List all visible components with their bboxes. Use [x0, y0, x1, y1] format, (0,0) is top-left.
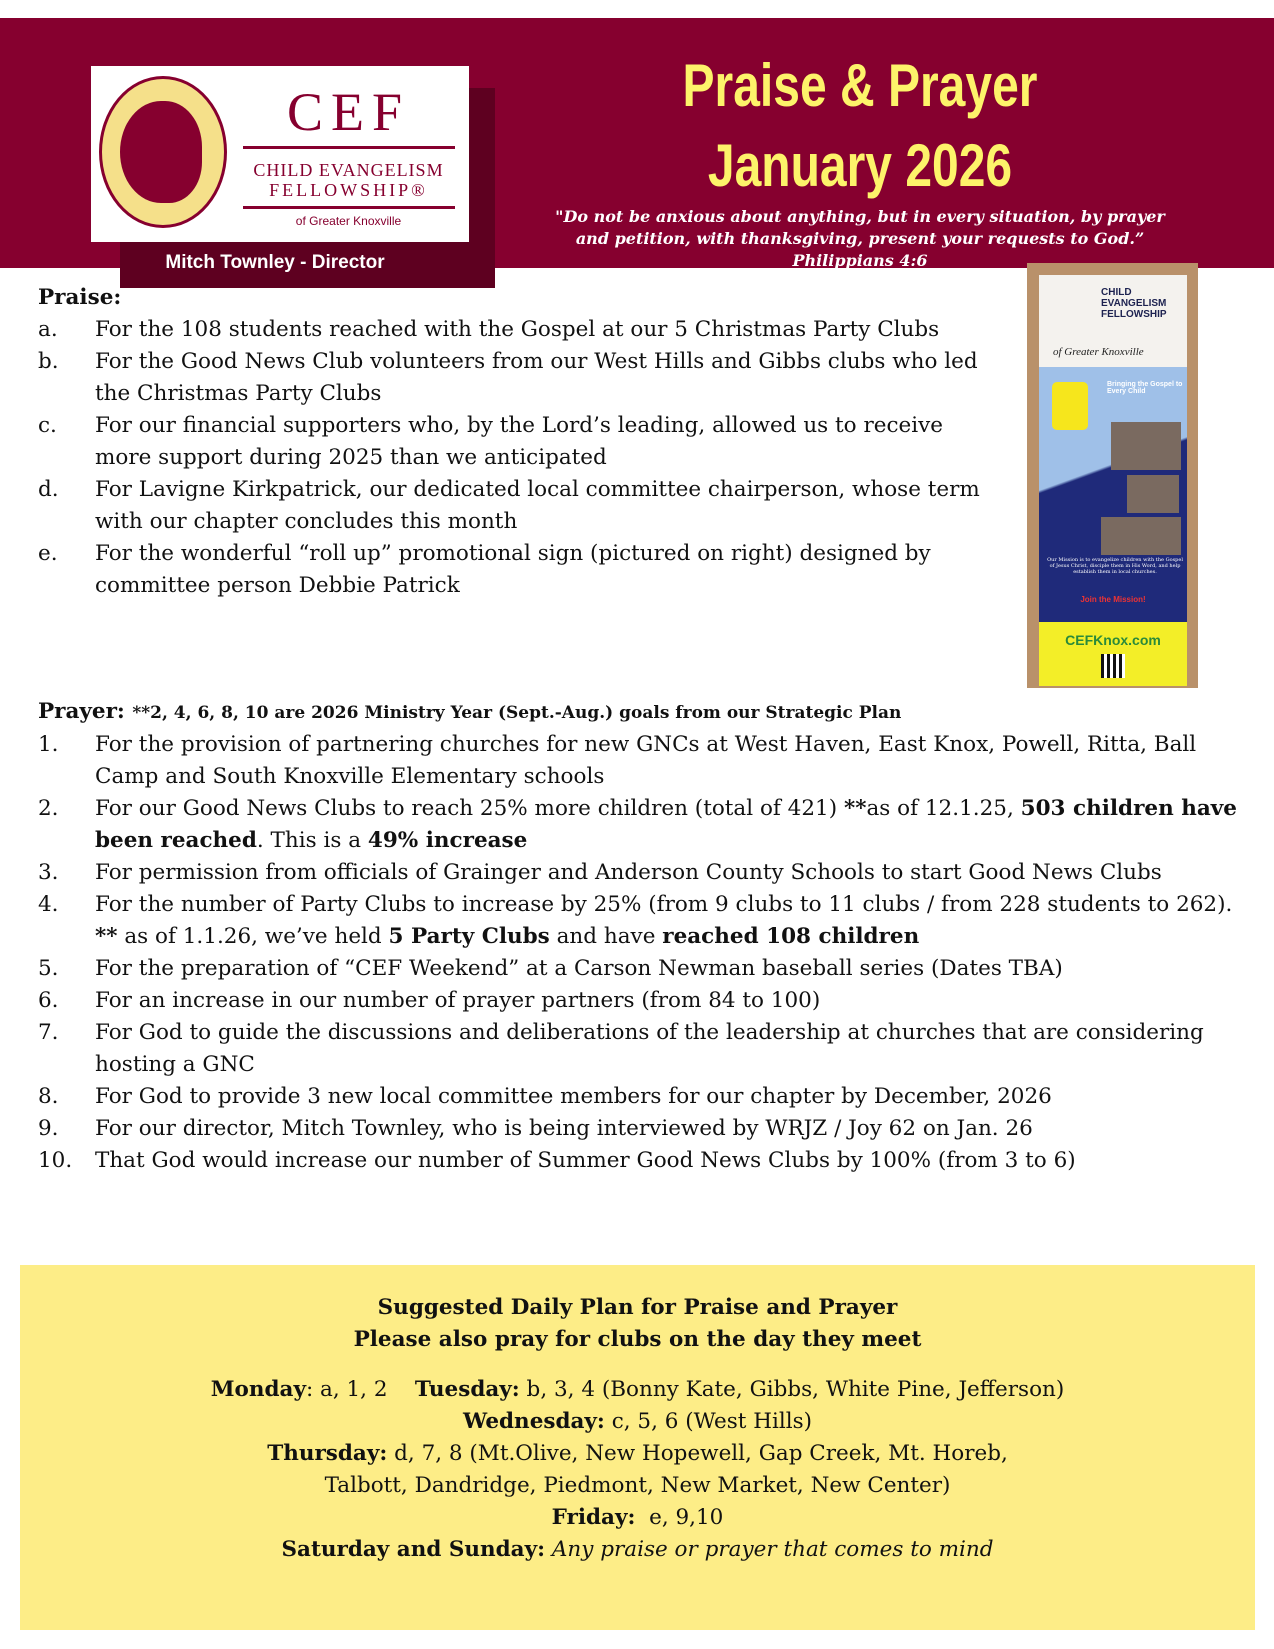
cef-logo — [91, 66, 469, 242]
header-band — [0, 18, 1274, 273]
text: For the 108 students reached with the Gospel at our 5 Christmas Party Clubs — [95, 317, 940, 342]
text: . This is a — [256, 828, 368, 853]
text: as of 1.1.26, we’ve held — [117, 924, 389, 949]
item-marker: 3. — [38, 860, 59, 885]
text: For our Good News Clubs to reach 25% more children (total of 421) — [95, 796, 844, 821]
text: For permission from officials of Grainger and Anderson County Schools to start Good News Clubs — [95, 860, 1162, 885]
item-text — [95, 410, 998, 474]
text: For the provision of partnering churches for new GNCs at West Haven, East Knox, Powell, Ritta, Ball Camp and South Knoxville Elementary schools — [95, 732, 1197, 789]
list-item — [38, 1081, 1248, 1113]
item-marker: 9. — [38, 1116, 59, 1141]
page-title: Praise & Prayer January 2026 — [682, 52, 1038, 199]
item-text — [95, 474, 998, 538]
list-item — [38, 1017, 1248, 1081]
item-text — [95, 1017, 1248, 1081]
list-item — [38, 346, 998, 410]
list-item — [38, 953, 1248, 985]
child-silhouette-icon — [99, 76, 227, 228]
list-item — [38, 857, 1248, 889]
item-marker: b. — [38, 349, 59, 374]
list-item — [38, 314, 998, 346]
item-text — [95, 729, 1248, 793]
item-marker: 1. — [38, 732, 59, 757]
item-text — [95, 793, 1248, 857]
item-marker: 5. — [38, 956, 59, 981]
prayer-heading: Prayer: **2, 4, 6, 8, 10 are 2026 Ministry Year (Sept.-Aug.) goals from our Strategic Plan — [38, 699, 902, 724]
item-text — [95, 1081, 1248, 1113]
item-text — [95, 857, 1248, 889]
logo-cef: CEF — [286, 82, 411, 142]
qr-code-icon — [1101, 654, 1125, 678]
item-marker: a. — [38, 317, 58, 342]
praise-heading: Praise: — [38, 285, 122, 310]
list-item — [38, 729, 1248, 793]
good-news-club-icon — [1052, 382, 1088, 430]
list-item — [38, 793, 1248, 857]
text: For the number of Party Clubs to increase by 25% (from 9 clubs to 11 clubs / from 228 students to 262). — [95, 892, 1233, 917]
item-marker: e. — [38, 541, 58, 566]
director-name: Mitch Townley - Director — [165, 252, 385, 273]
bold-text: ** — [843, 796, 867, 821]
item-marker: 4. — [38, 892, 59, 917]
item-marker: 10. — [38, 1148, 73, 1173]
item-text — [95, 1113, 1248, 1145]
list-item — [38, 474, 998, 538]
item-marker: 8. — [38, 1084, 59, 1109]
bold-text: 503 children have been reached — [95, 796, 1237, 853]
text: and have — [549, 924, 663, 949]
text: as of 12.1.25, — [866, 796, 1021, 821]
bold-text: 49% increase — [367, 828, 528, 853]
item-text — [95, 985, 1248, 1017]
list-item — [38, 985, 1248, 1017]
item-marker: d. — [38, 477, 59, 502]
plan-heading: Suggested Daily Plan for Praise and Prayer — [377, 1295, 898, 1320]
logo-org-sub: of Greater Knoxville — [295, 214, 402, 228]
text: That God would increase our number of Summer Good News Clubs by 100% (from 3 to 6) — [95, 1148, 1076, 1173]
item-text — [95, 538, 998, 602]
list-item — [38, 1145, 1248, 1177]
bold-text: 5 Party Clubs — [388, 924, 550, 949]
text: For the wonderful “roll up” promotional sign (pictured on right) designed by committee person Debbie Patrick — [95, 541, 931, 598]
item-text — [95, 346, 998, 410]
list-item — [38, 1113, 1248, 1145]
rollup-sign-photo: CHILD EVANGELISM FELLOWSHIP of Greater Knoxville Bringing the Gospel to Every Child Our Mission is to evangelize children with the Gospel of Jesus Christ, disciple them in His Word, and help establish them in local churches. Join the Mission! CEFKnox.com — [1027, 263, 1198, 688]
item-marker: 6. — [38, 988, 59, 1013]
text: For our director, Mitch Townley, who is being interviewed by WRJZ / Joy 62 on Jan. 26 — [95, 1116, 1033, 1141]
list-item — [38, 410, 998, 474]
text: For Lavigne Kirkpatrick, our dedicated local committee chairperson, whose term with our chapter concludes this month — [95, 477, 980, 534]
praise-section — [38, 282, 998, 602]
text: For the preparation of “CEF Weekend” at a Carson Newman baseball series (Dates TBA) — [95, 956, 1063, 981]
text: For an increase in our number of prayer partners (from 84 to 100) — [95, 988, 821, 1013]
bold-text: ** — [95, 924, 118, 949]
text: For our financial supporters who, by the Lord’s leading, allowed us to receive more support during 2025 than we anticipated — [95, 413, 943, 470]
item-text — [95, 889, 1248, 953]
text: For God to guide the discussions and deliberations of the leadership at churches that are considering hosting a GNC — [95, 1020, 1204, 1077]
text: For God to provide 3 new local committee members for our chapter by December, 2026 — [95, 1084, 1052, 1109]
item-marker: 7. — [38, 1020, 59, 1045]
item-text — [95, 314, 998, 346]
prayer-section — [38, 696, 1248, 1177]
daily-plan-box — [20, 1265, 1255, 1630]
scripture-verse: "Do not be anxious about anything, but in every situation, by prayer and petition, with thanksgiving, present your requests to God.” Philippians 4:6 — [555, 207, 1165, 270]
plan-subheading: Please also pray for clubs on the day they meet — [353, 1327, 922, 1352]
item-marker: 2. — [38, 796, 59, 821]
bold-text: reached 108 children — [662, 924, 920, 949]
list-item — [38, 538, 998, 602]
logo-org-name: CHILD EVANGELISM FELLOWSHIP® — [253, 160, 444, 200]
text: For the Good News Club volunteers from our West Hills and Gibbs clubs who led the Christmas Party Clubs — [95, 349, 978, 406]
list-item — [38, 889, 1248, 953]
item-text — [95, 953, 1248, 985]
plan-days: Monday: a, 1, 2 Tuesday: b, 3, 4 (Bonny Kate, Gibbs, White Pine, Jefferson) Wednesday: c, 5, 6 (West Hills) Thursday: d, 7, 8 (Mt.Olive, New Hopewell, Gap Creek, Mt. Horeb, Talbott, Dandridge, Piedmont, New Market, New Center) Friday: e, 9,10 Saturday and Sunday: Any praise or prayer that comes to mind — [210, 1377, 1065, 1562]
item-marker: c. — [38, 413, 57, 438]
item-text — [95, 1145, 1248, 1177]
